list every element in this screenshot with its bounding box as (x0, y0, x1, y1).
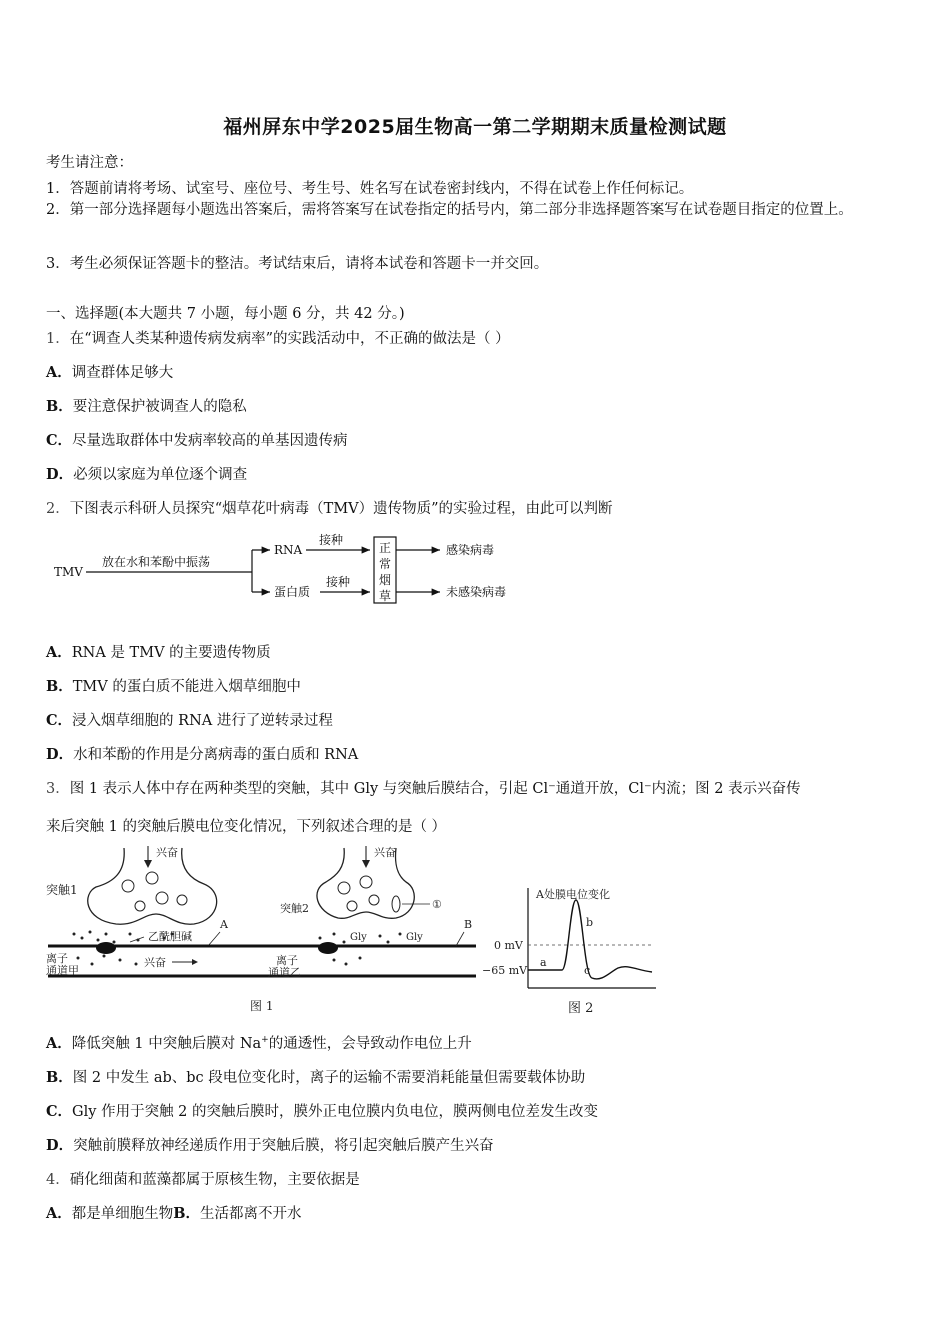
synapse2-label: 突触2 (280, 902, 309, 915)
point-c-label: c (584, 964, 591, 977)
q1-option-b: B．要注意保护被调查人的隐私 (46, 398, 247, 415)
plant-char: 烟 (379, 573, 392, 587)
ion-channel-b-line2: 通道乙 (268, 966, 301, 979)
rna-label: RNA (274, 543, 303, 557)
q3-option-b: B．图 2 中发生 ab、bc 段电位变化时，离子的运输不需要消耗能量但需要载体协助 (46, 1069, 586, 1086)
point-a-label: a (540, 956, 547, 969)
q3-option-c: C．Gly 作用于突触 2 的突触后膜时，膜外正电位膜内负电位，膜两侧电位差发生改变 (46, 1103, 599, 1120)
question-3 (46, 777, 801, 798)
vesicle-1 (392, 896, 400, 912)
question-number: 1． (46, 331, 70, 347)
circle-one-label: ① (432, 898, 442, 911)
excite-label-1: 兴奋 (156, 846, 178, 859)
ion-channel-b-line1: 离子 (276, 954, 298, 967)
ach-label: 乙酰胆碱 (148, 930, 192, 943)
question-1 (46, 327, 510, 348)
q4-options-ab: A．都是单细胞生物B．生活都离不开水 (46, 1205, 302, 1222)
q2-option-b: B．TMV 的蛋白质不能进入烟草细胞中 (46, 678, 301, 695)
excite-label-2: 兴奋 (374, 846, 396, 859)
plant-char: 常 (379, 557, 392, 571)
ion-channel-a (96, 942, 116, 954)
point-b-label: b (586, 916, 594, 929)
question-stem: 在“调查人类某种遗传病发病率”的实践活动中，不正确的做法是（ ） (69, 331, 510, 347)
inoculate-label-bottom: 接种 (326, 575, 351, 589)
q1-option-c: C．尽量选取群体中发病率较高的单基因遗传病 (46, 432, 348, 449)
question-stem: 硝化细菌和蓝藻都属于原核生物，主要依据是 (69, 1172, 360, 1188)
question-2 (46, 497, 613, 518)
q1-option-a: A．调查群体足够大 (46, 364, 174, 381)
treatment-label: 放在水和苯酚中振荡 (102, 555, 211, 569)
excite-arrow-label: 兴奋 (144, 956, 166, 969)
q3-option-a: A．降低突触 1 中突触后膜对 Na+的通透性，会导致动作电位上升 (46, 1035, 472, 1052)
question-number: 2． (46, 501, 70, 517)
question-number: 4． (46, 1172, 70, 1188)
gly-label-1: Gly (350, 932, 367, 943)
ion-channel-a-line1: 离子 (46, 952, 68, 965)
protein-label: 蛋白质 (274, 585, 311, 599)
inoculate-label-top: 接种 (319, 533, 344, 547)
q1-option-d: D．必须以家庭为单位逐个调查 (46, 466, 248, 483)
notice-item-1: 1．答题前请将考场、试室号、座位号、考生号、姓名写在试卷密封线内，不得在试卷上作任何标记。 (46, 181, 694, 197)
section-heading: 一、选择题(本大题共 7 小题，每小题 6 分，共 42 分。) (46, 306, 405, 322)
tmv-label: TMV (54, 565, 83, 579)
plant-char: 草 (379, 589, 392, 603)
question-stem-line-1: 图 1 表示人体中存在两种类型的突触，其中 Gly 与突触后膜结合，引起 Cl⁻通道开放，Cl⁻内流；图 2 表示兴奋传 (69, 781, 801, 797)
q2-option-d: D．水和苯酚的作用是分离病毒的蛋白质和 RNA (46, 746, 359, 763)
question-4 (46, 1168, 360, 1189)
tmv-experiment-diagram (50, 528, 530, 608)
label-a: A (220, 918, 228, 931)
neg65-mv-label: −65 mV (482, 964, 528, 977)
zero-mv-label: 0 mV (494, 939, 523, 952)
question-number: 3． (46, 781, 70, 797)
ion-channel-a-line2: 通道甲 (46, 964, 79, 977)
notice-item-3: 3．考生必须保证答题卡的整洁。考试结束后，请将本试卷和答题卡一并交回。 (46, 256, 549, 272)
label-b: B (464, 918, 473, 931)
q3-option-d: D．突触前膜释放神经递质作用于突触后膜，将引起突触后膜产生兴奋 (46, 1137, 494, 1154)
plant-char: 正 (379, 541, 392, 555)
page-title: 福州屏东中学2025届生物高一第二学期期末质量检测试题 (223, 116, 727, 138)
q2-option-c: C．浸入烟草细胞的 RNA 进行了逆转录过程 (46, 712, 333, 729)
synapse-diagram (44, 842, 484, 1020)
gly-label-2: Gly (406, 932, 423, 943)
fig2-title: A处膜电位变化 (536, 888, 610, 901)
question-3-line-2: 来后突触 1 的突触后膜电位变化情况，下列叙述合理的是（ ） (46, 819, 447, 835)
ion-channel-b (318, 942, 338, 954)
fig1-caption: 图 1 (250, 999, 274, 1013)
fig2-caption: 图 2 (568, 1001, 594, 1016)
membrane-potential-chart (476, 880, 666, 1020)
notice-heading: 考生请注意： (46, 155, 133, 171)
q2-option-a: A．RNA 是 TMV 的主要遗传物质 (46, 644, 271, 661)
question-stem: 下图表示科研人员探究“烟草花叶病毒（TMV）遗传物质”的实验过程，由此可以判断 (69, 501, 613, 517)
presynaptic-terminal-1 (88, 848, 217, 924)
uninfected-label: 未感染病毒 (446, 585, 507, 599)
notice-item-2: 2．第一部分选择题每小题选出答案后，需将答案写在试卷指定的括号内，第二部分非选择题答案写在试卷题目指定的位置上。 (46, 202, 853, 218)
infected-label: 感染病毒 (446, 543, 495, 557)
synapse1-label: 突触1 (46, 883, 78, 897)
